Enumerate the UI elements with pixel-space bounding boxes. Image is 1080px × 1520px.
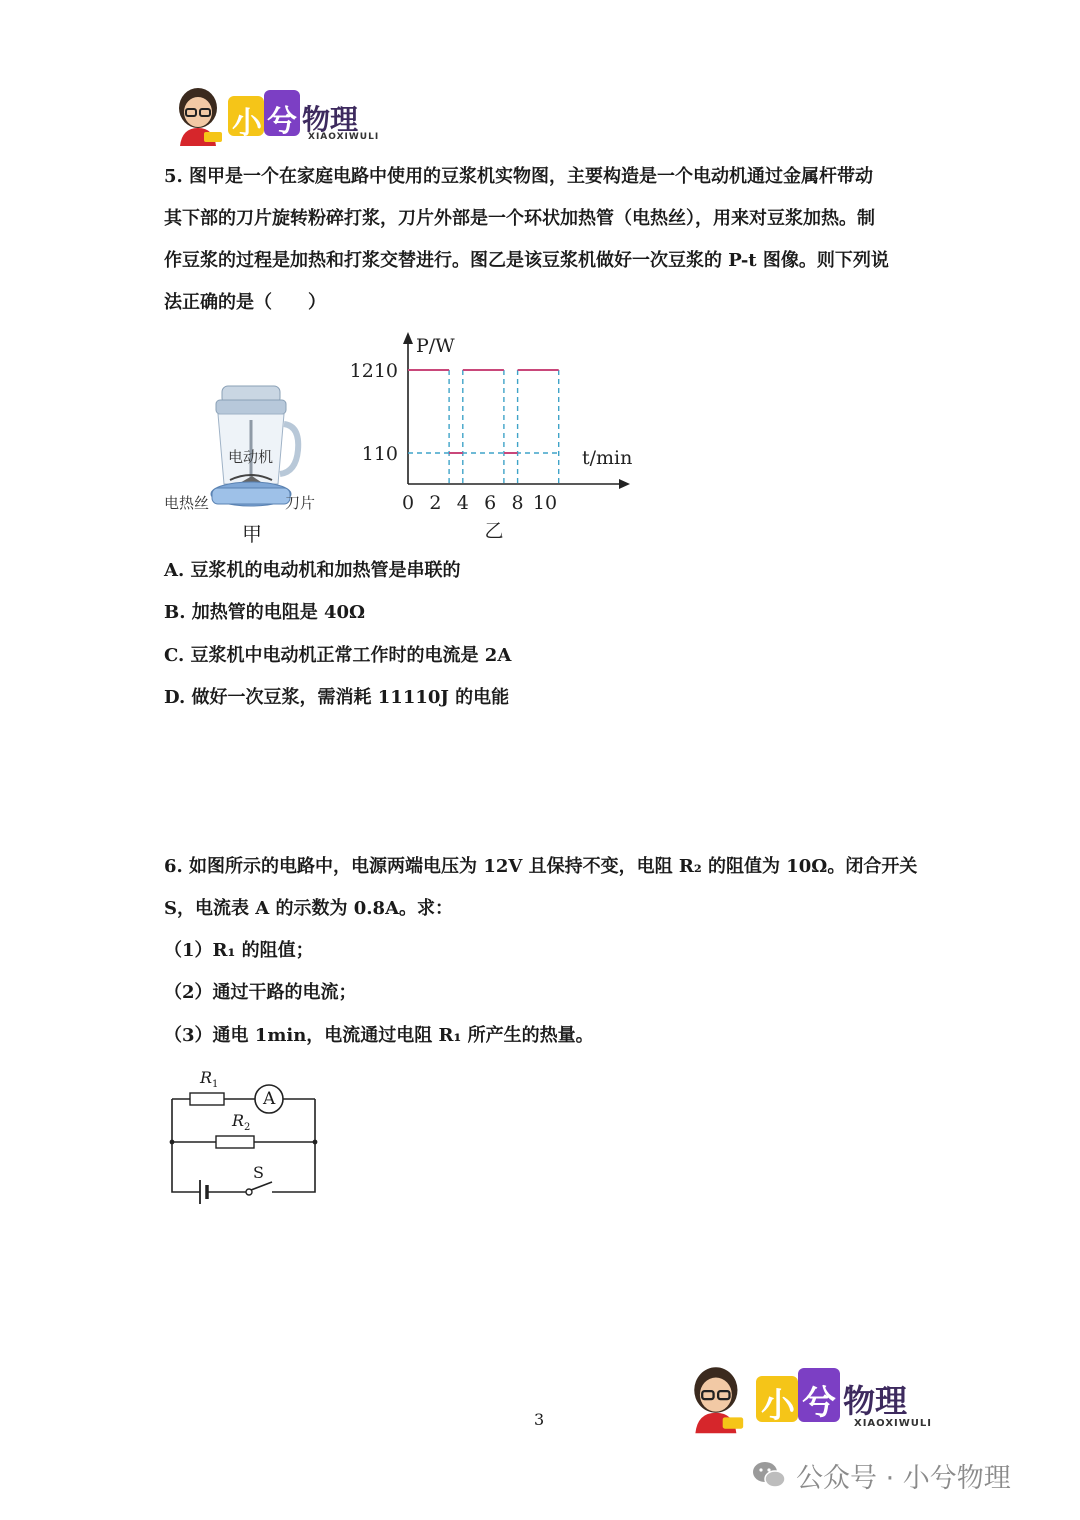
page-number: 3 bbox=[534, 1410, 545, 1429]
circuit-r1-label: $R_1$ bbox=[200, 1068, 219, 1091]
figure-yi bbox=[340, 328, 640, 548]
q5-option-d: D. 做好一次豆浆，需消耗 11110J 的电能 bbox=[164, 687, 510, 708]
y-axis-arrow bbox=[403, 332, 413, 344]
footer-logo-subtitle: XIAOXIWULI bbox=[854, 1418, 932, 1429]
watermark-text: 公众号 · 小兮物理 bbox=[796, 1463, 1011, 1494]
footer-logo-char-xi: 兮 bbox=[802, 1383, 836, 1423]
q6-line-2: S，电流表 A 的示数为 0.8A。求： bbox=[164, 898, 454, 919]
q6-sub-3: （3）通电 1min，电流通过电阻 R₁ 所产生的热量。 bbox=[164, 1025, 594, 1046]
figure-jia bbox=[160, 380, 340, 550]
circuit-ammeter-label: A bbox=[263, 1089, 276, 1109]
label-motor: 电动机 bbox=[228, 448, 274, 466]
y-tick-label-1210: 1210 bbox=[349, 360, 398, 382]
q5-option-a: A. 豆浆机的电动机和加热管是串联的 bbox=[164, 560, 461, 581]
circuit-switch-label: S bbox=[253, 1163, 264, 1182]
q5-line-2: 其下部的刀片旋转粉碎打浆，刀片外部是一个环状加热管（电热丝），用来对豆浆加热。制 bbox=[164, 208, 875, 229]
circuit-r2-label: $R_2$ bbox=[232, 1111, 251, 1134]
x-tick-label-2: 2 bbox=[429, 492, 442, 514]
q5-option-b: B. 加热管的电阻是 40Ω bbox=[164, 602, 366, 623]
resistor-r2 bbox=[216, 1136, 254, 1148]
header-logo bbox=[166, 84, 380, 148]
x-axis-label: t/min bbox=[582, 447, 633, 469]
figure-jia-caption: 甲 bbox=[242, 522, 262, 546]
x-tick-label-8: 8 bbox=[511, 492, 524, 514]
q5-line-1: 5. 图甲是一个在家庭电路中使用的豆浆机实物图，主要构造是一个电动机通过金属杆带动 bbox=[164, 166, 874, 187]
pt-chart bbox=[340, 328, 640, 548]
footer-mascot-avatar bbox=[684, 1360, 750, 1436]
y-tick-label-110: 110 bbox=[361, 443, 398, 465]
x-tick-label-10: 10 bbox=[532, 492, 558, 514]
resistor-r1 bbox=[190, 1093, 224, 1105]
logo-char-xi: 兮 bbox=[267, 104, 297, 139]
x-tick-label-0: 0 bbox=[401, 492, 415, 514]
q5-line-4: 法正确的是（ ） bbox=[164, 292, 326, 313]
q6-sub-2: （2）通过干路的电流； bbox=[164, 982, 357, 1003]
chart-caption: 乙 bbox=[484, 520, 504, 542]
x-tick-label-6: 6 bbox=[484, 492, 497, 514]
logo-char-xiao: 小 bbox=[232, 106, 262, 141]
logo-subtitle: XIAOXIWULI bbox=[308, 132, 380, 142]
q6-sub-1: （1）R₁ 的阻值； bbox=[164, 940, 314, 961]
circuit-wires bbox=[160, 1062, 330, 1214]
mascot-avatar bbox=[170, 84, 228, 146]
x-axis-arrow bbox=[619, 479, 630, 489]
wechat-icon bbox=[752, 1460, 786, 1490]
circuit-diagram bbox=[160, 1062, 330, 1214]
label-heater: 电热丝 bbox=[164, 494, 210, 512]
footer-logo-char-wuli: 物理 bbox=[843, 1382, 908, 1420]
q5-line-3: 作豆浆的过程是加热和打浆交替进行。图乙是该豆浆机做好一次豆浆的 P-t 图像。则下列说 bbox=[164, 250, 889, 271]
footer-logo bbox=[680, 1360, 930, 1436]
footer-logo-char-xiao: 小 bbox=[761, 1386, 795, 1426]
y-axis-label: P/W bbox=[416, 335, 455, 357]
label-blade: 刀片 bbox=[285, 494, 316, 512]
q5-option-c: C. 豆浆机中电动机正常工作时的电流是 2A bbox=[164, 645, 512, 666]
q6-line-1: 6. 如图所示的电路中，电源两端电压为 12V 且保持不变，电阻 R₂ 的阻值为 10Ω。闭合开关 bbox=[164, 856, 918, 877]
logo-char-wuli: 物理 bbox=[302, 103, 359, 136]
x-tick-label-4: 4 bbox=[456, 492, 469, 514]
